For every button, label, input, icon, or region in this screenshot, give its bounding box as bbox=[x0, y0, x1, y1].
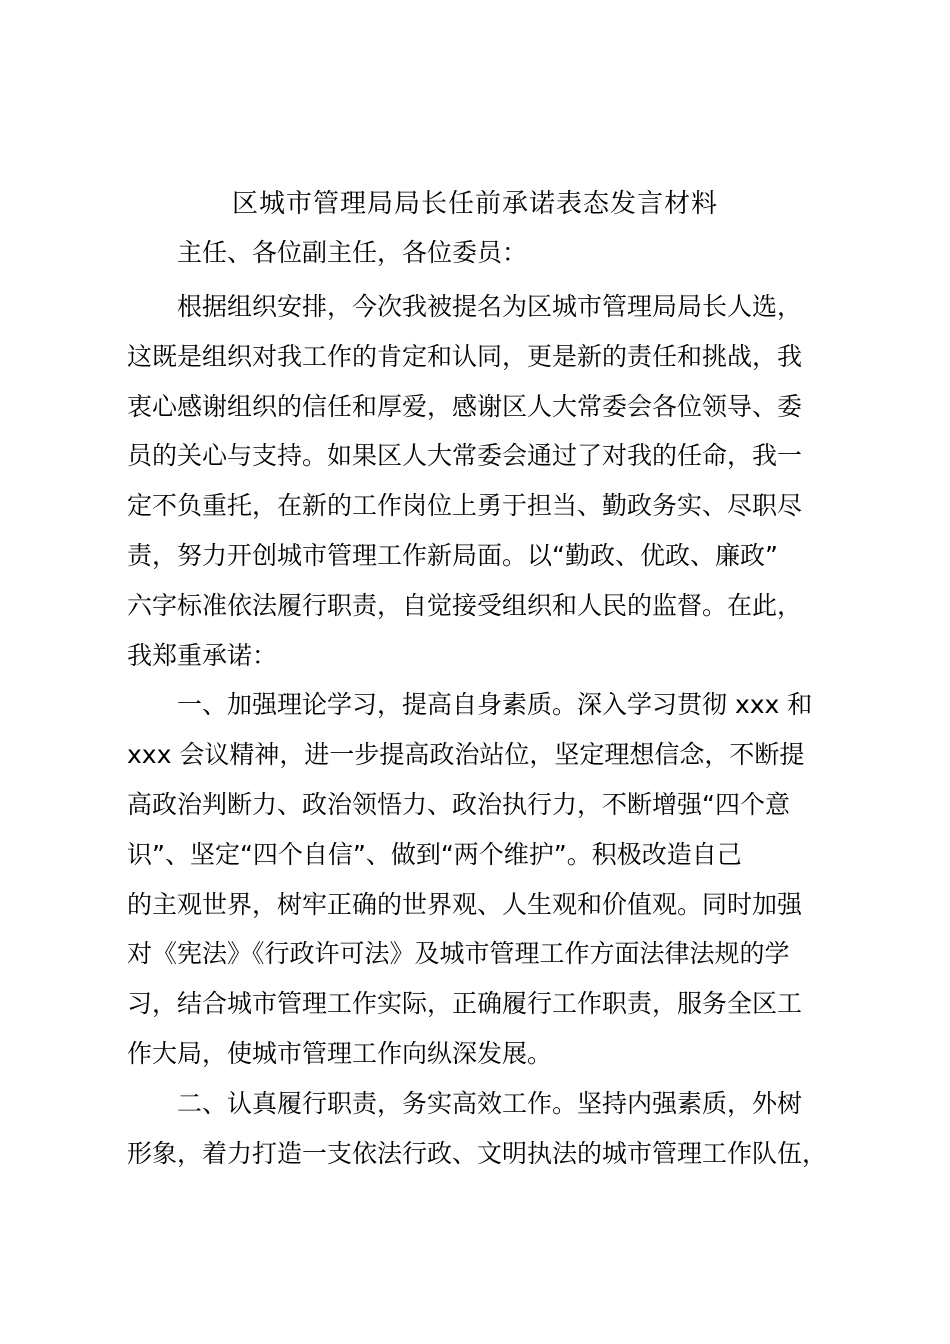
document-title: 区城市管理局局长任前承诺表态发言材料 bbox=[231, 189, 718, 219]
paragraph-line: 对《宪法》《行政许可法》及城市管理工作方面法律法规的学 bbox=[127, 939, 790, 969]
paragraph-line: 这既是组织对我工作的肯定和认同，更是新的责任和挑战，我 bbox=[127, 341, 803, 371]
paragraph-line: 员的关心与支持。如果区人大常委会通过了对我的任命，我一 bbox=[127, 441, 803, 471]
document-body bbox=[127, 282, 832, 1178]
paragraph-line: xxx 会议精神，进一步提高政治站位，坚定理想信念，不断提 bbox=[127, 740, 805, 770]
paragraph-line: 的主观世界，树牢正确的世界观、人生观和价值观。同时加强 bbox=[127, 889, 803, 919]
salutation: 主任、各位副主任，各位委员： bbox=[177, 238, 528, 267]
paragraph-line: 形象，着力打造一支依法行政、文明执法的城市管理工作队伍， bbox=[127, 1138, 828, 1168]
paragraph-line: 高政治判断力、政治领悟力、政治执行力，不断增强“四个意 bbox=[127, 789, 790, 819]
paragraph-line: 识”、坚定“四个自信”、做到“两个维护”。积极改造自己 bbox=[127, 839, 742, 869]
paragraph-line: 作大局，使城市管理工作向纵深发展。 bbox=[127, 1038, 553, 1068]
paragraph-line: 习，结合城市管理工作实际，正确履行工作职责，服务全区工 bbox=[127, 989, 803, 1019]
paragraph-line: 责，努力开创城市管理工作新局面。以“勤政、优政、廉政” bbox=[127, 540, 778, 570]
paragraph-line: 一、加强理论学习，提高自身素质。深入学习贯彻 xxx 和 bbox=[177, 690, 813, 720]
paragraph-line: 根据组织安排，今次我被提名为区城市管理局局长人选， bbox=[177, 292, 803, 321]
paragraph-line: 定不负重托，在新的工作岗位上勇于担当、勤政务实、尽职尽 bbox=[127, 491, 803, 521]
paragraph-line: 二、认真履行职责，务实高效工作。坚持内强素质，外树 bbox=[177, 1088, 803, 1118]
paragraph-line: 衷心感谢组织的信任和厚爱，感谢区人大常委会各位领导、委 bbox=[127, 391, 803, 421]
paragraph-line: 六字标准依法履行职责，自觉接受组织和人民的监督。在此， bbox=[127, 590, 803, 620]
paragraph-line: 我郑重承诺： bbox=[127, 640, 278, 670]
